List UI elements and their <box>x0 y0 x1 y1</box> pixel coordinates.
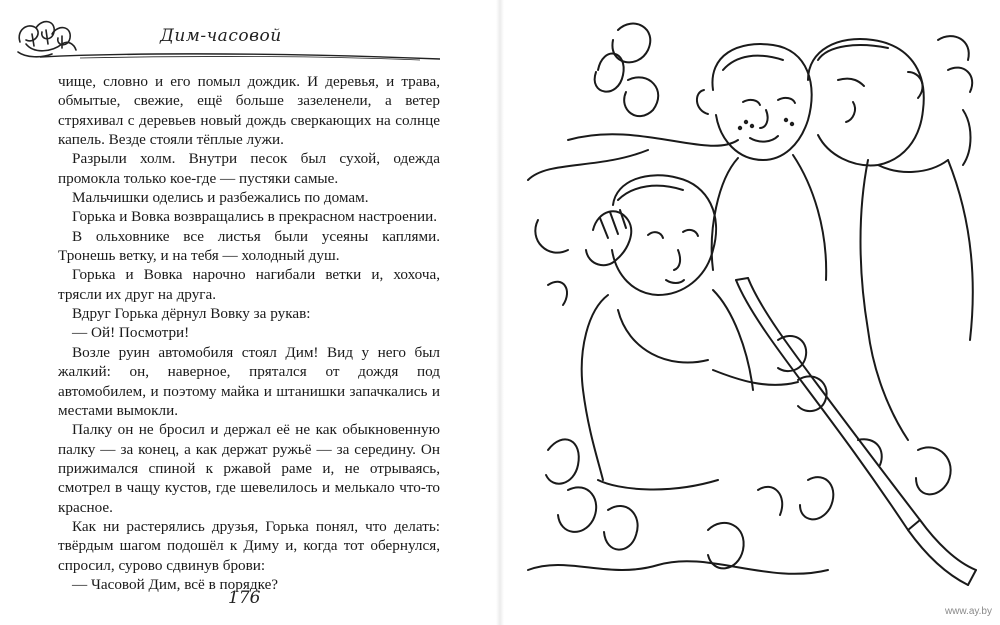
running-head-title: Дим-часовой <box>160 26 282 46</box>
paragraph: — Часовой Дим, всё в порядке? <box>72 575 279 593</box>
header-rule <box>40 45 440 67</box>
line-drawing-boys-with-rifle-icon <box>508 10 988 610</box>
right-page <box>500 0 1000 625</box>
paragraph: В ольховнике все листья были усеяны каплями. Тронешь ветку, и на тебя — холодный душ. <box>58 227 440 265</box>
paragraph: Возле руин автомобиля стоял Дим! Вид у него был жалкий: он, наверное, прятался от дождя под автомобилем, и поэтому майка и штанишки запачкались и местами вымокли. <box>58 343 440 419</box>
paragraph: чище, словно и его помыл дождик. И деревья, и трава, обмытые, свежие, ещё больше зазеленели, а ветер стряхивал с деревьев новый дождь сверкающих на солнце капель. Везде стояли тёплые лужи. <box>58 73 440 149</box>
page-number: 176 <box>228 588 261 608</box>
paragraph: Горька и Вовка возвращались в прекрасном настроении. <box>72 208 438 226</box>
paragraph: Палку он не бросил и держал её не как обыкновенную палку — за конец, а как держат ружьё — за середину. Он прижимался спиной к ржавой раме и, не отрываясь, смотрел в чащу кустов, где шевелилось и мелькало что-то красное. <box>58 421 440 516</box>
paragraph: Разрыли холм. Внутри песок был сухой, одежда промокла только кое-где — пустяки самые. <box>58 150 440 187</box>
paragraph: Вдруг Горька дёрнул Вовку за рукав: <box>72 305 311 323</box>
watermark: www.ay.by <box>944 606 992 617</box>
body-text <box>58 72 440 594</box>
paragraph: Как ни растерялись друзья, Горька понял, что делать: твёрдым шагом подошёл к Диму и, когда тот обернулся, спросил, сурово сдвинув брови: <box>58 517 440 574</box>
paragraph: Горька и Вовка нарочно нагибали ветки и, хохоча, трясли их друг на друга. <box>58 266 440 303</box>
paragraph: Мальчишки оделись и разбежались по домам. <box>72 189 369 207</box>
paragraph: — Ой! Посмотри! <box>72 324 190 342</box>
